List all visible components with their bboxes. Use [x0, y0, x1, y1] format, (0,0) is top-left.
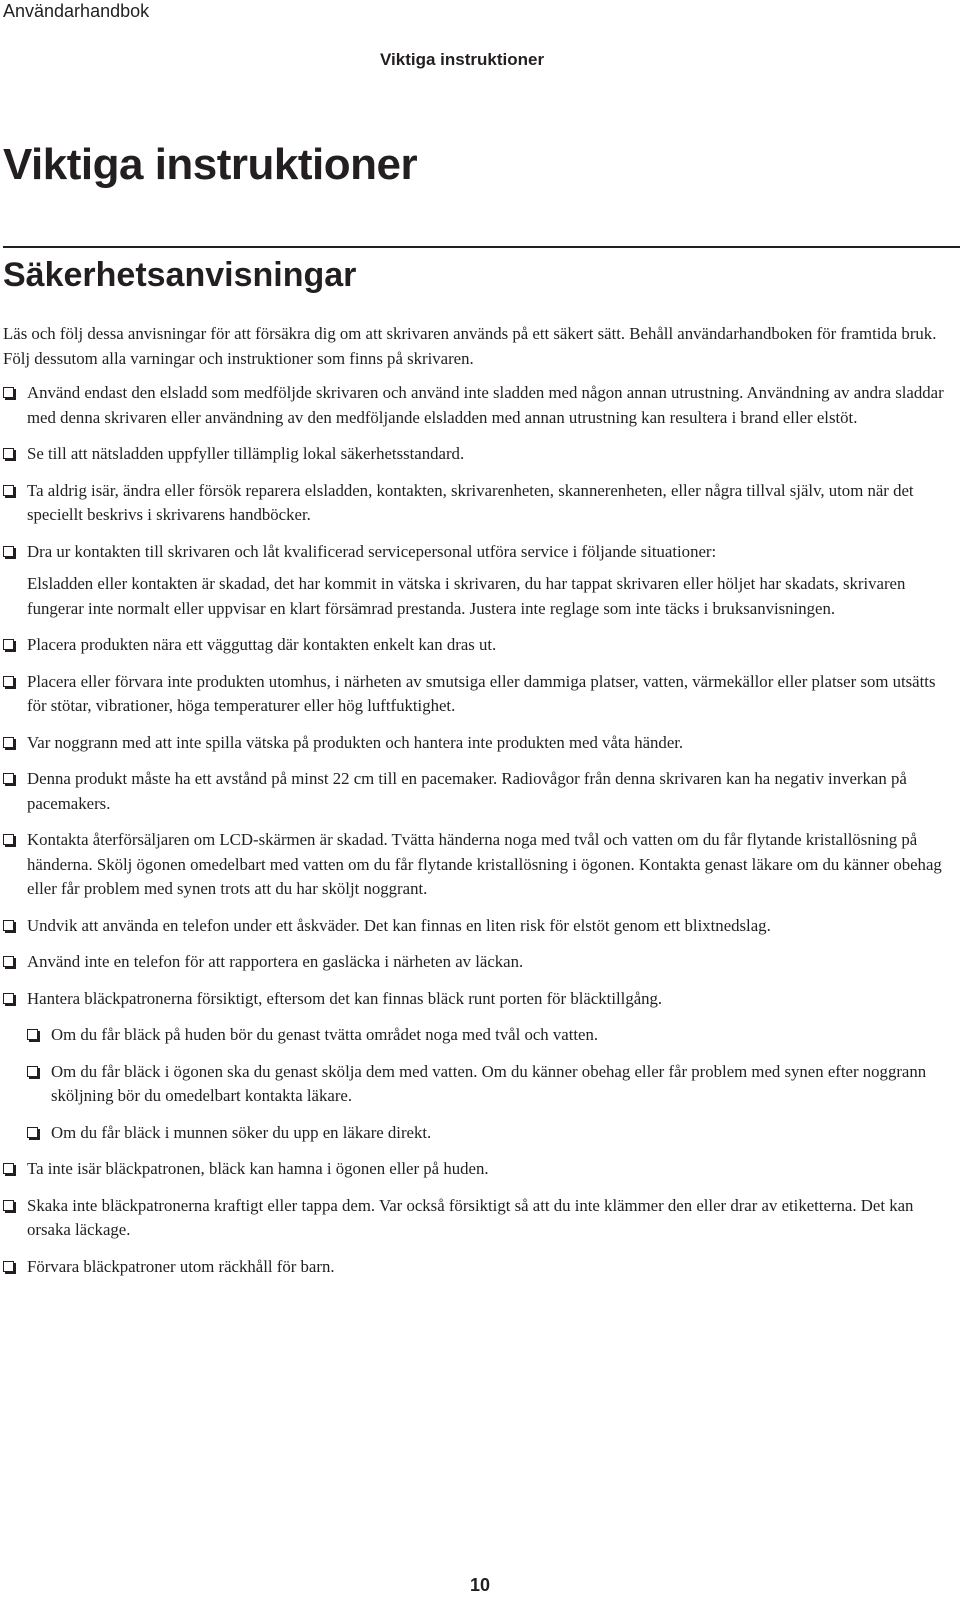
service-detail-paragraph: Elsladden eller kontakten är skadad, det har kommit in vätska i skrivaren, du har tappat skrivaren eller höljet har skadats, skrivaren fungerar inte normalt eller uppvisar en klart försämrad prestanda. Justera inte reglage som inte täcks i bruksanvisningen. [27, 574, 906, 618]
list-item-text: Dra ur kontakten till skrivaren och låt kvalificerad servicepersonal utföra service i följande situationer: [27, 541, 717, 561]
checkbox-bullet-icon [3, 773, 14, 784]
checkbox-bullet-icon [3, 956, 14, 967]
list-item-text: Undvik att använda en telefon under ett åskväder. Det kan finnas en liten risk för elstöt genom ett blixtnedslag. [27, 915, 771, 935]
sub-list-item [27, 1023, 958, 1048]
list-item-text: Förvara bläckpatroner utom räckhåll för barn. [27, 1256, 335, 1276]
list-item [3, 381, 958, 430]
list-item-text: Var noggrann med att inte spilla vätska på produkten och hantera inte produkten med våta händer. [27, 732, 684, 752]
list-item-text: Ta inte isär bläckpatronen, bläck kan hamna i ögonen eller på huden. [27, 1159, 489, 1178]
list-item-text: Använd endast den elsladd som medföljde skrivaren och använd inte sladden med någon annan utrustning. Användning av andra sladdar med denna skrivaren eller användning av den medföljande elsladden med annan utrustning kan resultera i brand eller elstöt. [27, 383, 944, 427]
checkbox-bullet-icon [3, 676, 14, 687]
list-item-text: Denna produkt måste ha ett avstånd på minst 22 cm till en pacemaker. Radiovågor från denna skrivaren kan ha negativ inverkan på pacemakers. [27, 769, 907, 813]
checkbox-bullet-icon [3, 1200, 14, 1211]
checkbox-bullet-icon [3, 639, 14, 650]
sub-list-item-text: Om du får bläck i ögonen ska du genast skölja dem med vatten. Om du känner obehag eller får problem med synen efter noggrann sköljning bör du omedelbart kontakta läkare. [51, 1061, 927, 1105]
section-title: Säkerhetsanvisningar [3, 256, 357, 294]
list-item [3, 987, 958, 1012]
running-header: Användarhandbok [3, 1, 150, 21]
list-item [3, 633, 958, 658]
list-item-text: Placera eller förvara inte produkten utomhus, i närheten av smutsiga eller dammiga platser, vatten, värmekällor eller platser som utsätts för stötar, vibrationer, höga temperaturer eller hög luftfuktighet. [27, 671, 936, 715]
list-item-text: Placera produkten nära ett vägguttag där kontakten enkelt kan dras ut. [27, 635, 497, 654]
checkbox-bullet-icon [27, 1066, 38, 1077]
list-item [3, 914, 958, 939]
list-item-text: Använd inte en telefon för att rapportera en gasläcka i närheten av läckan. [27, 952, 524, 971]
chapter-title: Viktiga instruktioner [3, 140, 418, 189]
list-item-text: Ta aldrig isär, ändra eller försök reparera elsladden, kontakten, skrivarenheten, skannerenheten, eller några tillval själv, utom när det speciellt beskrivs i skrivarens handböcker. [27, 480, 914, 524]
list-item [3, 1157, 958, 1182]
checkbox-bullet-icon [3, 920, 14, 931]
list-item [3, 731, 958, 756]
list-item [3, 442, 958, 467]
checkbox-bullet-icon [3, 993, 14, 1004]
sub-list-item [27, 1060, 958, 1109]
list-item [3, 540, 958, 565]
checkbox-bullet-icon [3, 387, 14, 398]
checkbox-bullet-icon [3, 448, 14, 459]
list-item [3, 767, 958, 816]
list-item-text: Hantera bläckpatronerna försiktigt, eftersom det kan finnas bläck runt porten för bläcktillgång. [27, 988, 663, 1008]
checkbox-bullet-icon [27, 1029, 38, 1040]
sub-list-item-text: Om du får bläck i munnen söker du upp en läkare direkt. [51, 1122, 432, 1142]
list-item-text: Se till att nätsladden uppfyller tillämplig lokal säkerhetsstandard. [27, 444, 465, 463]
list-item [3, 479, 958, 528]
list-item-text: Skaka inte bläckpatronerna kraftigt eller tappa dem. Var också försiktigt så att du inte klämmer den eller drar av etiketterna. Det kan orsaka läckage. [27, 1195, 914, 1239]
sub-list-item-text: Om du får bläck på huden bör du genast tvätta området noga med tvål och vatten. [51, 1025, 599, 1044]
checkbox-bullet-icon [3, 1163, 14, 1174]
intro-paragraph: Läs och följ dessa anvisningar för att försäkra dig om att skrivaren används på ett säkert sätt. Behåll användarhandboken för framtida bruk. Följ dessutom alla varningar och instruktioner som finns på skrivaren. [3, 324, 937, 368]
checkbox-bullet-icon [3, 834, 14, 845]
safety-content [3, 322, 958, 1291]
section-header: Viktiga instruktioner [380, 50, 545, 69]
list-item-text: Kontakta återförsäljaren om LCD-skärmen är skadad. Tvätta händerna noga med tvål och vatten om du får flytande kristallösning på händerna. Skölj ögonen omedelbart med vatten om du får flytande kristallösning i ögonen. Kontakta genast läkare om du känner obehag eller får problem med synen trots att du har sköljt noggrant. [27, 830, 942, 898]
sub-list-item [27, 1121, 958, 1146]
checkbox-bullet-icon [3, 737, 14, 748]
list-item [3, 950, 958, 975]
section-divider [3, 246, 960, 248]
list-item [3, 1194, 958, 1243]
list-item [3, 670, 958, 719]
checkbox-bullet-icon [3, 1261, 14, 1272]
page-number: 10 [469, 1575, 491, 1595]
list-item [3, 1255, 958, 1280]
checkbox-bullet-icon [3, 485, 14, 496]
checkbox-bullet-icon [27, 1127, 38, 1138]
checkbox-bullet-icon [3, 546, 14, 557]
list-item [3, 828, 958, 902]
